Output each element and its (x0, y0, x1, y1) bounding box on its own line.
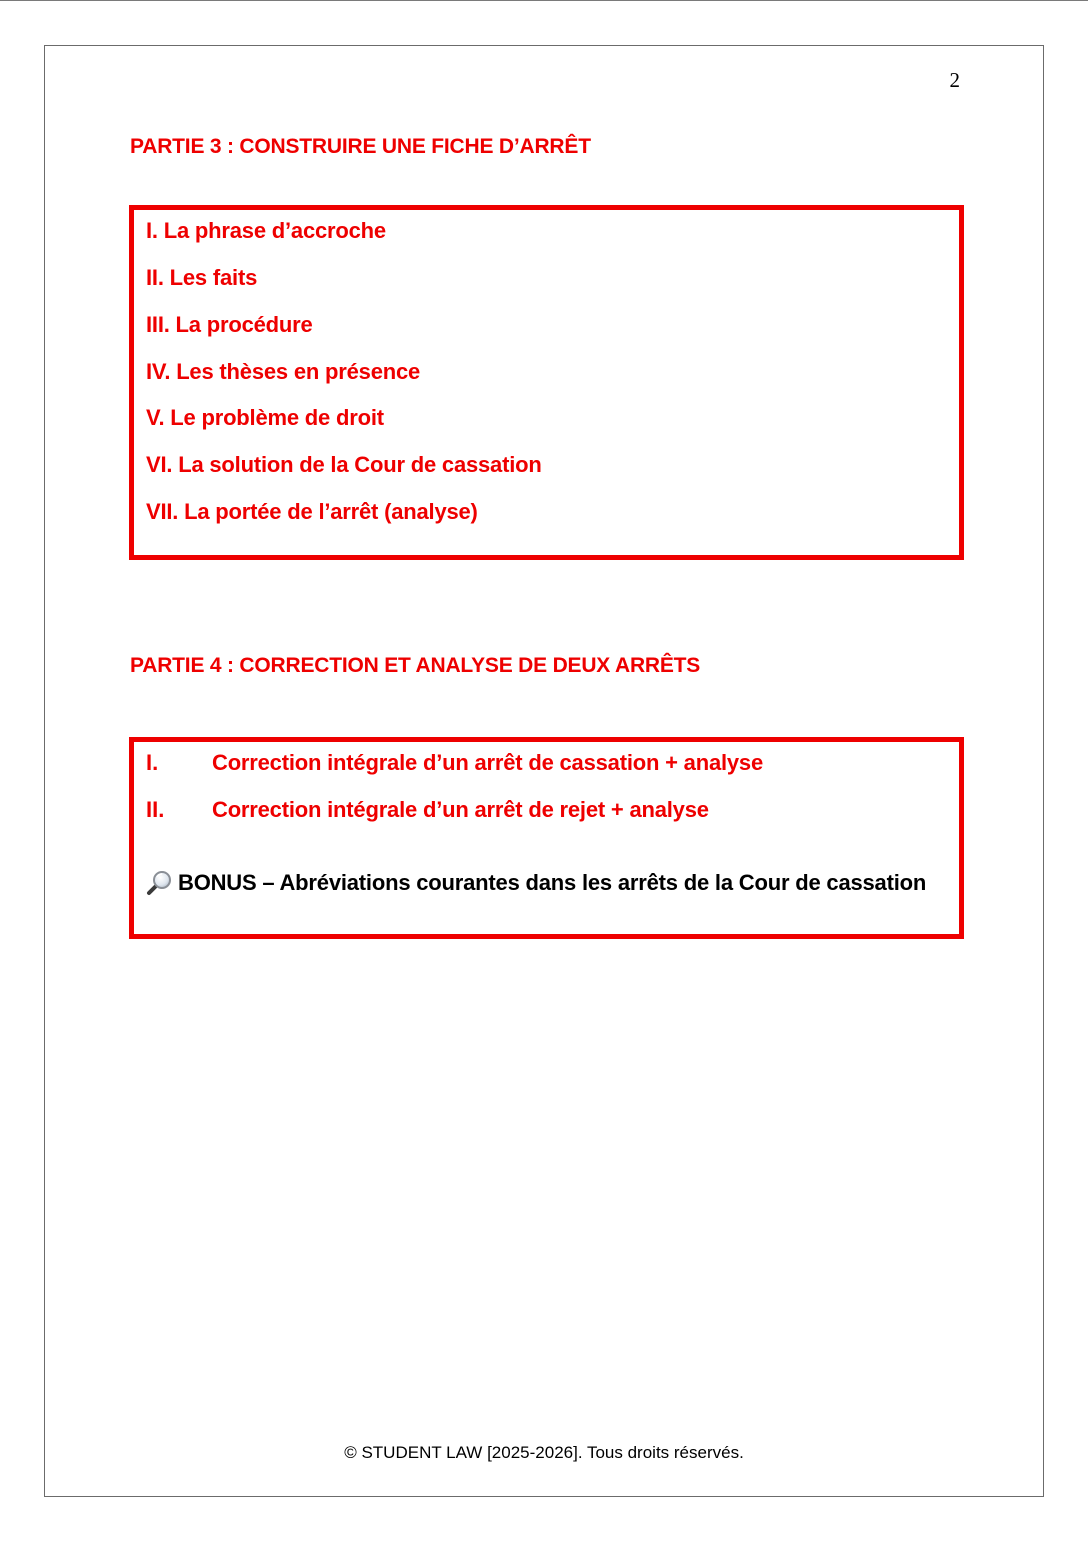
part4-title: PARTIE 4 : CORRECTION ET ANALYSE DE DEUX ARRÊTS (130, 654, 701, 677)
part4-item-2-text: Correction intégrale d’un arrêt de rejet + analyse (212, 797, 709, 822)
page-number: 2 (949, 68, 960, 92)
part3-item-solution: VI. La solution de la Cour de cassation (146, 452, 542, 477)
footer-copyright: © STUDENT LAW [2025-2026]. Tous droits réservés. (344, 1443, 744, 1462)
part3-item-accroche: I. La phrase d’accroche (146, 218, 386, 243)
part4-item-1-text: Correction intégrale d’un arrêt de cassation + analyse (212, 750, 764, 775)
part3-item-portee: VII. La portée de l’arrêt (analyse) (146, 499, 478, 524)
bonus-text: BONUS – Abréviations courantes dans les arrêts de la Cour de cassation (178, 870, 927, 895)
top-rule (0, 0, 1088, 1)
magnifying-glass-icon (146, 870, 174, 896)
bonus-line (146, 870, 926, 896)
part4-item-2-number: II. (146, 797, 165, 822)
part3-item-probleme: V. Le problème de droit (146, 405, 384, 430)
part4-item-1-number: I. (146, 750, 159, 775)
part3-title: PARTIE 3 : CONSTRUIRE UNE FICHE D’ARRÊT (130, 135, 591, 158)
part3-item-faits: II. Les faits (146, 265, 258, 290)
part3-item-theses: IV. Les thèses en présence (146, 359, 421, 384)
part3-item-procedure: III. La procédure (146, 312, 313, 337)
